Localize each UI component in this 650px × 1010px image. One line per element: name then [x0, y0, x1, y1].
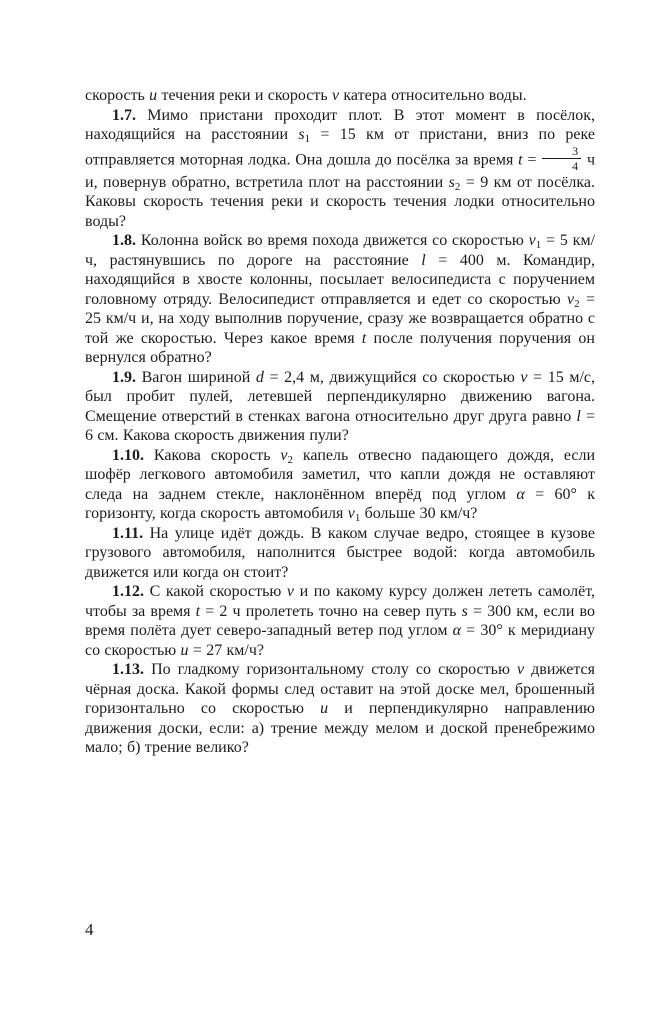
problem-paragraph — [85, 106, 595, 232]
text-run: = 2,4 м, движущийся со скоростью — [263, 368, 521, 386]
text-run: = 30° к меридиану со скоростью — [85, 622, 596, 659]
problem-number: 1.9. — [112, 368, 142, 386]
text-run: скорость — [85, 87, 150, 104]
problem-number: 1.7. — [112, 106, 148, 124]
problem-number: 1.12. — [112, 583, 150, 601]
text-run: движется чёрная доска. Какой формы след оставит на этой доске мел, брошенный горизонтально со скоростью — [85, 661, 596, 718]
text-run: s — [461, 602, 468, 620]
text-run: 1 — [304, 133, 311, 145]
text-run: после получения поручения он вернулся обратно? — [85, 329, 595, 367]
text-run: 1 — [354, 512, 361, 525]
text-run: С какой скоростью — [149, 583, 287, 601]
text-run: и перпендикулярно направлению движения доски, если: а) трение между мелом и доской пренебрежимо мало; б) трение велико? — [85, 700, 595, 757]
text-run: v — [280, 446, 288, 464]
text-run: t — [518, 151, 523, 169]
text-run: t — [195, 602, 201, 620]
problem-number: 1.13. — [112, 661, 152, 679]
text-run: = — [522, 151, 542, 169]
text-run: катера относительно воды. — [339, 87, 527, 104]
problems-container — [85, 86, 595, 758]
text-run: = 5 км/ч, растянувшись по дороге на расстояние — [85, 232, 596, 269]
text-run: u — [320, 700, 329, 718]
text-run: s — [448, 173, 455, 191]
text-run: капель отвесно падающего дождя, если шофёр легкового автомобиля заметил, что капли дождя не оставляют следа на заднем стекле, наклонённом вперёд под углом — [85, 446, 596, 503]
text-run: v — [347, 505, 355, 523]
text-run: l — [576, 407, 581, 425]
text-run: α — [452, 622, 462, 640]
problem-number: 1.11. — [112, 524, 150, 542]
text-run: u — [180, 641, 189, 659]
text-run: = 300 км, если во время полёта дует северо-западный ветер под углом — [85, 602, 595, 640]
page-number: 4 — [85, 920, 94, 939]
text-run: t — [361, 329, 367, 347]
text-run: По гладкому горизонтальному столу со скоростью — [151, 661, 517, 679]
problem-paragraph — [85, 660, 595, 758]
text-run: v — [331, 87, 340, 104]
text-run: ч и, повернув обратно, встретила плот на расстоянии — [85, 151, 595, 191]
intro-paragraph — [85, 86, 595, 106]
text-run: На улице идёт дождь. В каком случае ведро, стоящее в кузове грузового автомобиля, наполнится быстрее водой: когда автомобиль движется или когда он стоит? — [85, 524, 595, 581]
text-run: течения реки и скорость — [157, 87, 332, 104]
text-run: = 2 ч пролететь точно на север путь — [200, 602, 462, 620]
text-run: = 15 м/с, был пробит пулей, летевшей перпендикулярно движению вагона. Смещение отверстий в стенках вагона относительно друг друга равно — [85, 368, 596, 425]
text-run: v — [516, 661, 525, 679]
text-run: s — [298, 126, 305, 143]
text-run: Колонна войск во время похода движется со скоростью — [140, 232, 529, 250]
text-run: = 27 км/ч? — [188, 641, 265, 659]
text-run: d — [255, 368, 264, 386]
text-run: v — [286, 583, 295, 601]
problem-paragraph — [85, 524, 595, 583]
text-run: = 60° к горизонту, когда скорость автомобиля — [85, 485, 596, 523]
text-run: Какова скорость — [153, 446, 281, 464]
fraction-denominator: 4 — [572, 159, 579, 174]
text-run: 2 — [574, 297, 580, 310]
text-run: Мимо пристани проходит плот. В этот момент в посёлок, находящийся на расстоянии — [85, 106, 595, 143]
text-run: и по какому курсу должен лететь самолёт, чтобы за время — [85, 583, 596, 620]
text-run: 2 — [454, 180, 461, 193]
problem-number: 1.8. — [112, 232, 141, 250]
problem-paragraph — [85, 446, 595, 524]
text-run: v — [528, 232, 536, 250]
text-run: 1 — [535, 239, 542, 252]
problem-paragraph — [85, 368, 595, 446]
text-run: 2 — [287, 453, 294, 466]
text-run: = 25 км/ч и, на ходу выполнив поручение, сразу же возвращается обратно с той же скоростью. Через какое время — [85, 290, 596, 347]
text-run: = 9 км от посёлка. Каковы скорость течения реки и скорость течения лодки относительно воды? — [85, 173, 595, 230]
problem-paragraph — [85, 582, 595, 660]
problem-paragraph — [85, 231, 595, 368]
text-run: больше 30 км/ч? — [360, 505, 478, 523]
problem-number: 1.10. — [112, 446, 154, 464]
text-run: v — [520, 368, 528, 386]
text-run: u — [149, 87, 158, 104]
text-run: v — [567, 290, 575, 308]
text-run: α — [516, 485, 525, 503]
fraction-numerator: 3 — [542, 145, 581, 160]
text-run: = 400 м. Командир, находящийся в хвосте колонны, посылает велосипедиста с поручением головному отряду. Велосипедист отправляется и едет со скоростью — [85, 251, 595, 308]
text-run: = 15 км от пристани, вниз по реке отправляется моторная лодка. Она дошла до посёлка за время — [85, 126, 595, 169]
text-run: Вагон шириной — [141, 368, 256, 386]
text-run: = 6 см. Какова скорость движения пули? — [85, 407, 596, 445]
inline-fraction — [542, 145, 581, 173]
text-run: l — [421, 251, 426, 269]
